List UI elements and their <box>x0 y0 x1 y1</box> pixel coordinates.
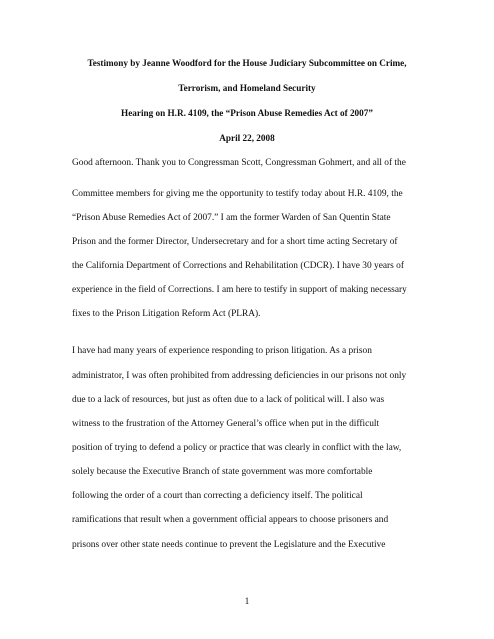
paragraph-line: position of trying to defend a policy or practice that was clearly in conflict with the law, <box>72 443 402 453</box>
paragraph-line: fixes to the Prison Litigation Reform Act (PLRA). <box>72 309 261 319</box>
paragraph-line: Good afternoon. Thank you to Congressman Scott, Congressman Gohmert, and all of the <box>72 158 406 168</box>
paragraph-line: prisons over other state needs continue to prevent the Legislature and the Executive <box>72 540 386 550</box>
paragraph-line: witness to the frustration of the Attorney General’s office when put in the difficult <box>72 419 380 429</box>
title-line-2: Terrorism, and Homeland Security <box>178 83 316 93</box>
paragraph-line: due to a lack of resources, but just as often due to a lack of political will. I also was <box>72 395 385 405</box>
paragraph-line: I have had many years of experience responding to prison litigation. As a prison <box>72 346 372 356</box>
paragraph-line: solely because the Executive Branch of state government was more comfortable <box>72 467 373 477</box>
date-line: April 22, 2008 <box>219 133 275 143</box>
paragraph-line: Prison and the former Director, Undersecretary and for a short time acting Secretary of <box>72 237 398 247</box>
paragraph-line: experience in the field of Corrections. I am here to testify in support of making necessary <box>72 285 407 295</box>
paragraph-line: “Prison Abuse Remedies Act of 2007.” I am the former Warden of San Quentin State <box>72 213 391 223</box>
title-line-1: Testimony by Jeanne Woodford for the House Judiciary Subcommittee on Crime, <box>87 58 407 68</box>
paragraph-line: administrator, I was often prohibited from addressing deficiencies in our prisons not only <box>72 371 407 381</box>
paragraph-line: following the order of a court than correcting a deficiency itself. The political <box>72 491 363 501</box>
paragraph-line: the California Department of Corrections and Rehabilitation (CDCR). I have 30 years of <box>72 261 404 271</box>
paragraph-line: ramifications that result when a government official appears to choose prisoners and <box>72 515 389 525</box>
paragraph-line: Committee members for giving me the opportunity to testify today about H.R. 4109, the <box>72 189 403 199</box>
page-number: 1 <box>244 597 250 607</box>
hearing-line: Hearing on H.R. 4109, the “Prison Abuse Remedies Act of 2007” <box>121 108 373 118</box>
